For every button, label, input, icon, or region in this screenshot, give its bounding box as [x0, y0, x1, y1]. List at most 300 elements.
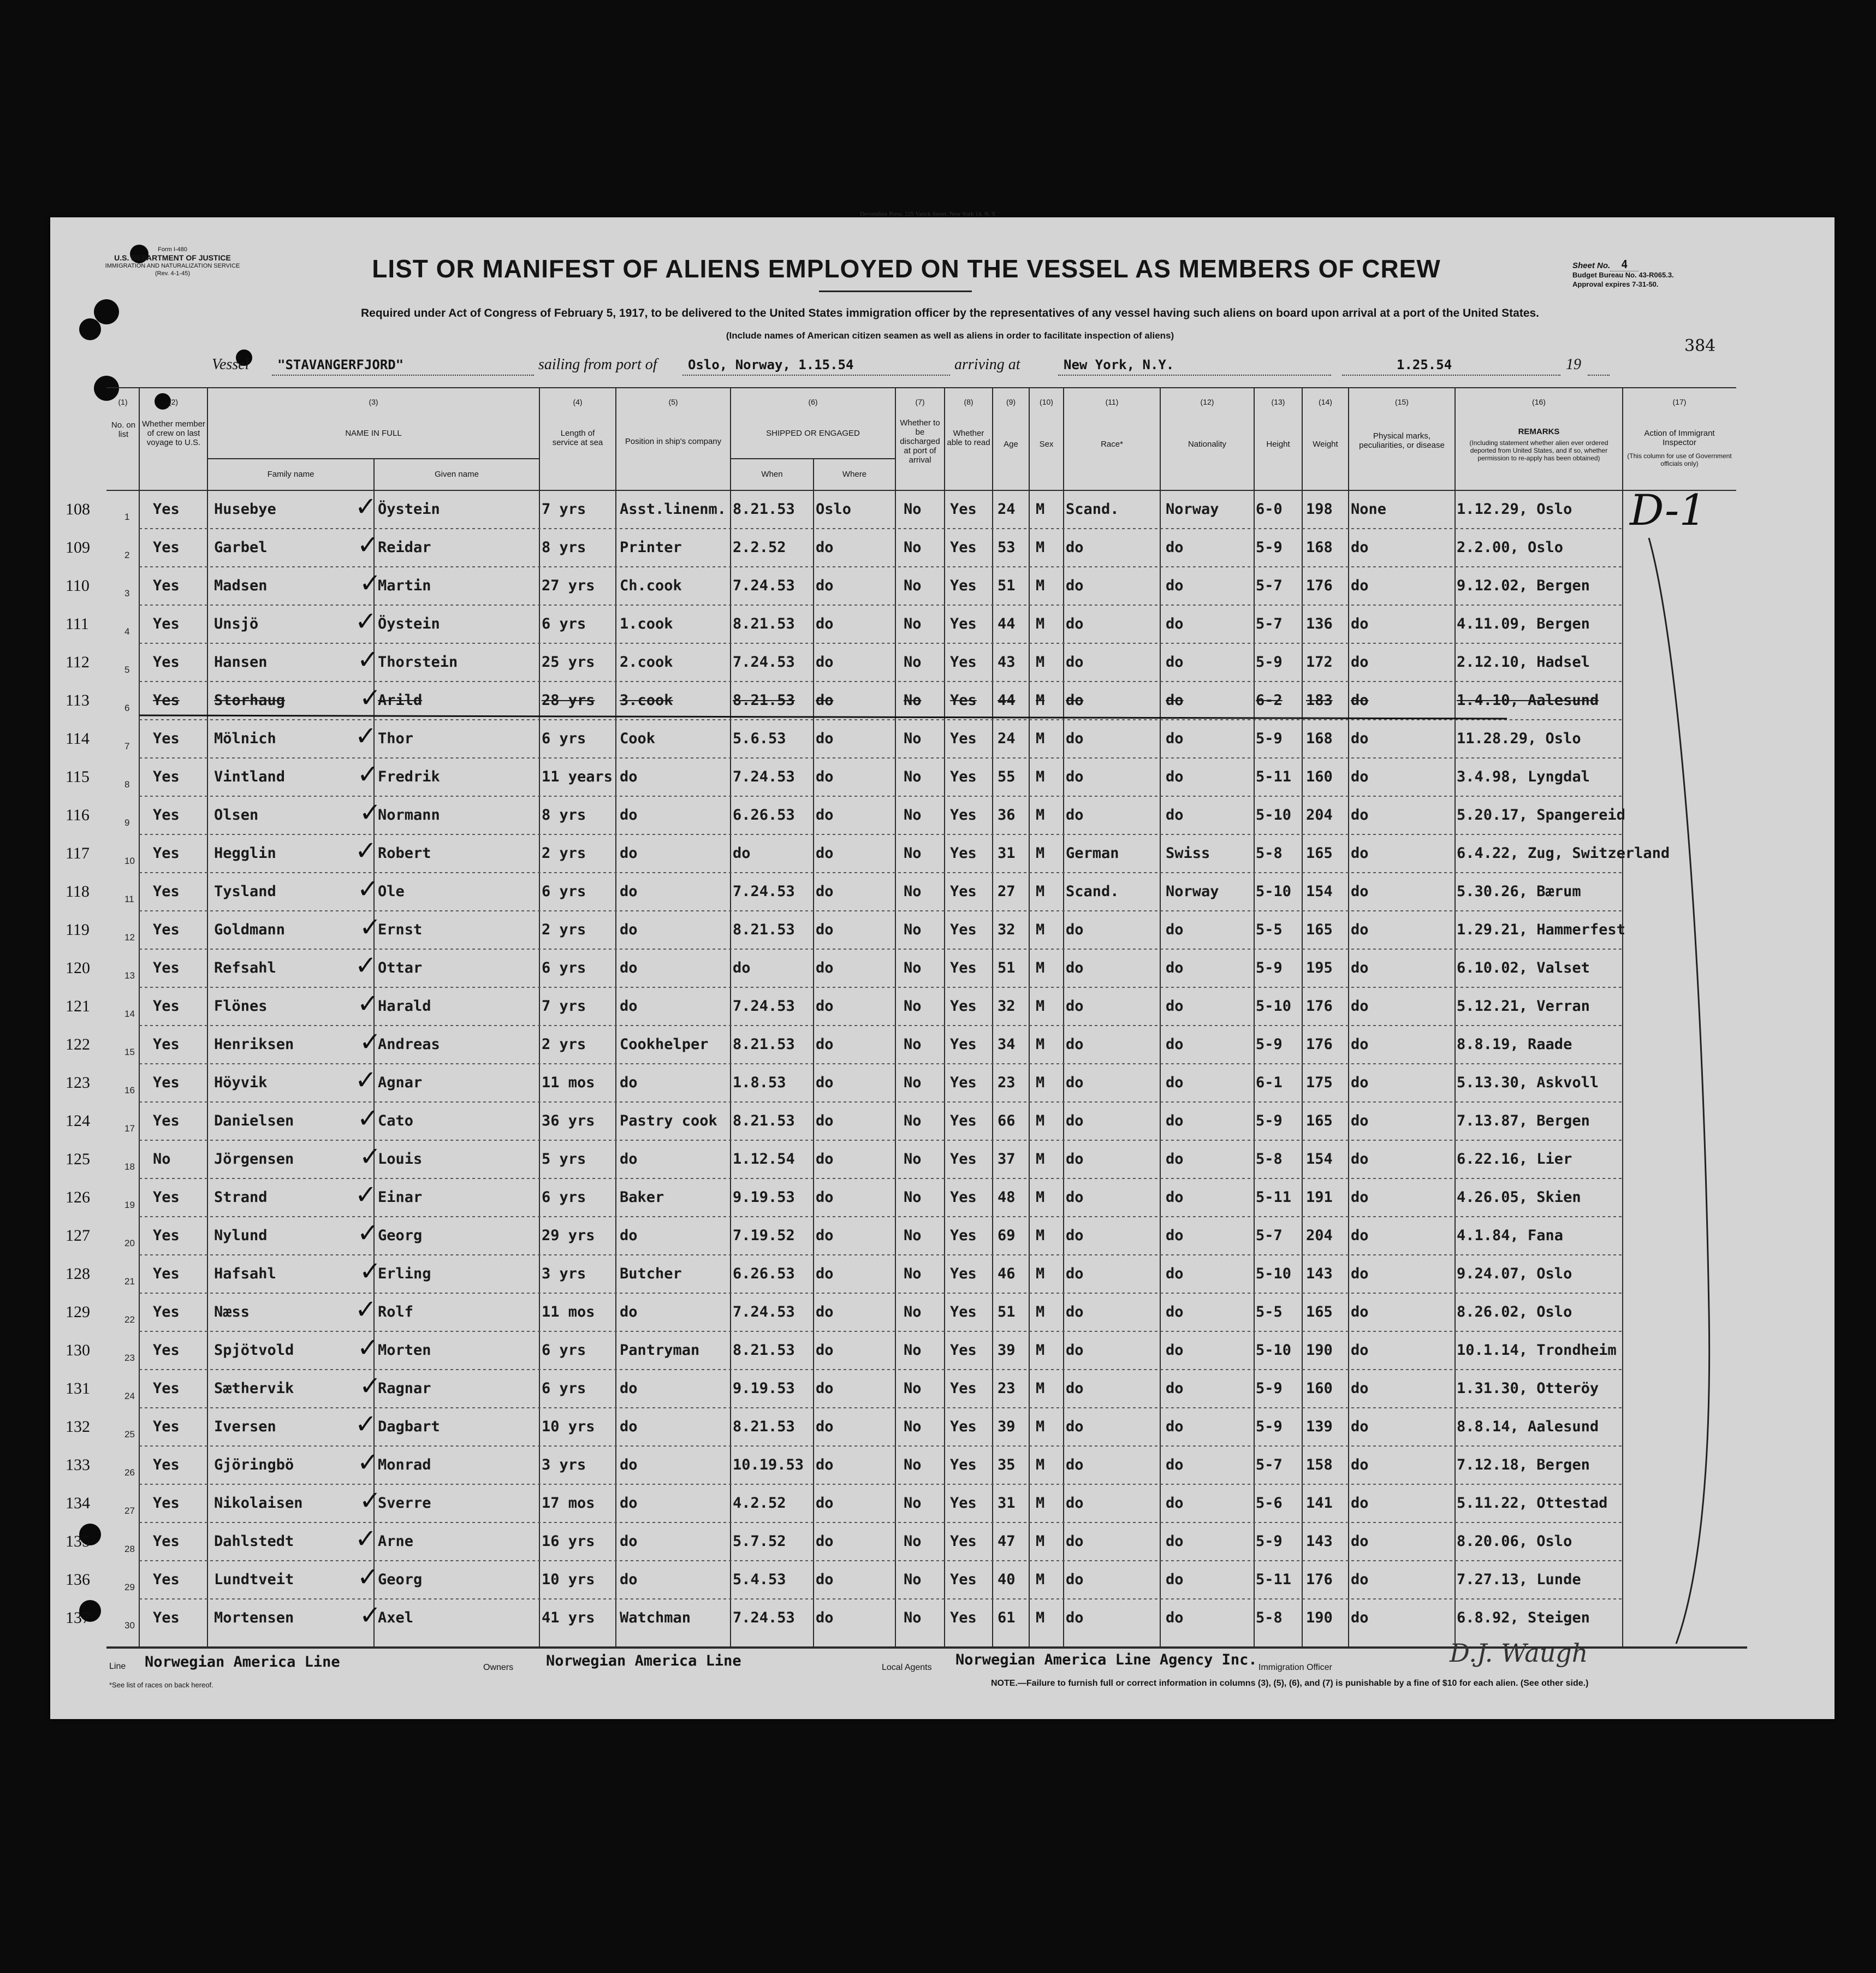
crew-status: Yes — [153, 1265, 180, 1282]
discharge-status: No — [904, 1571, 922, 1588]
race: do — [1066, 654, 1084, 671]
family-name: Danielsen — [214, 1112, 294, 1129]
table-row — [0, 643, 1876, 682]
page-number: 384 — [1684, 336, 1716, 356]
given-name: Morten — [378, 1342, 431, 1359]
given-name: Georg — [378, 1571, 423, 1588]
shipped-when: 9.19.53 — [733, 1189, 795, 1206]
able-to-read: Yes — [950, 501, 977, 518]
discharge-status: No — [904, 1456, 922, 1473]
check-mark-icon: ✓ — [359, 1027, 382, 1057]
able-to-read: Yes — [950, 998, 977, 1015]
check-mark-icon: ✓ — [357, 1218, 379, 1248]
col-13-number: (13) — [1271, 398, 1285, 406]
remarks: 8.26.02, Oslo — [1457, 1304, 1572, 1320]
age: 44 — [998, 615, 1016, 632]
able-to-read: Yes — [950, 845, 977, 862]
race: do — [1066, 807, 1084, 823]
age: 32 — [998, 921, 1016, 938]
family-name: Hansen — [214, 654, 268, 671]
length-of-service: 6 yrs — [542, 615, 586, 632]
position: Pantryman — [620, 1342, 700, 1359]
family-name: Höyvik — [214, 1074, 268, 1091]
discharge-status: No — [904, 1418, 922, 1435]
position: Cookhelper — [620, 1036, 709, 1053]
handwritten-line-number: 120 — [66, 959, 90, 977]
length-of-service: 7 yrs — [542, 998, 586, 1015]
arrival-date: 1.25.54 — [1397, 357, 1452, 372]
able-to-read: Yes — [950, 692, 977, 709]
length-of-service: 6 yrs — [542, 959, 586, 976]
handwritten-line-number: 134 — [66, 1494, 90, 1512]
age: 31 — [998, 845, 1016, 862]
able-to-read: Yes — [950, 1074, 977, 1091]
crew-status: Yes — [153, 539, 180, 556]
list-number: 3 — [124, 588, 130, 599]
sex: M — [1036, 1189, 1045, 1206]
length-of-service: 5 yrs — [542, 1151, 586, 1168]
family-name: Olsen — [214, 807, 259, 823]
col-6-label: SHIPPED OR ENGAGED — [766, 429, 860, 438]
sex: M — [1036, 1456, 1045, 1473]
race: do — [1066, 998, 1084, 1015]
weight: 165 — [1306, 1304, 1333, 1320]
shipped-where: do — [816, 1380, 834, 1397]
able-to-read: Yes — [950, 1227, 977, 1244]
nationality: do — [1166, 1112, 1184, 1129]
handwritten-line-number: 136 — [66, 1571, 90, 1589]
col-17-label: Action of Immigrant Inspector — [1644, 429, 1715, 447]
height: 5-9 — [1256, 654, 1283, 671]
table-row — [0, 949, 1876, 987]
position: do — [620, 921, 638, 938]
list-number: 21 — [124, 1276, 135, 1287]
age: 66 — [998, 1112, 1016, 1129]
table-row — [0, 873, 1876, 911]
height: 5-10 — [1256, 1265, 1292, 1282]
crew-status: Yes — [153, 692, 180, 709]
race: do — [1066, 1456, 1084, 1473]
weight: 176 — [1306, 1036, 1333, 1053]
physical-marks: do — [1351, 692, 1369, 709]
length-of-service: 27 yrs — [542, 577, 595, 594]
family-name: Madsen — [214, 577, 268, 594]
able-to-read: Yes — [950, 1265, 977, 1282]
col-14-number: (14) — [1319, 398, 1332, 406]
shipped-where: do — [816, 1304, 834, 1320]
list-number: 25 — [124, 1429, 135, 1439]
sailing-port: Oslo, Norway, 1.15.54 — [688, 357, 854, 372]
discharge-status: No — [904, 1151, 922, 1168]
handwritten-line-number: 111 — [66, 615, 89, 633]
shipped-where: do — [816, 1227, 834, 1244]
sex: M — [1036, 1571, 1045, 1588]
shipped-when: 1.8.53 — [733, 1074, 786, 1091]
given-name: Dagbart — [378, 1418, 440, 1435]
discharge-status: No — [904, 845, 922, 862]
weight: 191 — [1306, 1189, 1333, 1206]
shipped-when: 8.21.53 — [733, 1418, 795, 1435]
check-mark-icon: ✓ — [355, 836, 377, 866]
handwritten-line-number: 118 — [66, 882, 90, 900]
weight: 165 — [1306, 921, 1333, 938]
remarks: 1.4.10, Aalesund — [1457, 692, 1599, 709]
height: 6-0 — [1256, 501, 1283, 518]
family-name: Iversen — [214, 1418, 276, 1435]
table-row — [0, 1026, 1876, 1064]
form-number: Form I-480 — [158, 246, 187, 253]
position: do — [620, 1074, 638, 1091]
remarks: 6.8.92, Steigen — [1457, 1609, 1590, 1626]
col-11-label: Race* — [1101, 440, 1123, 449]
nationality: do — [1166, 577, 1184, 594]
shipped-where: do — [816, 1342, 834, 1359]
remarks: 8.8.14, Aalesund — [1457, 1418, 1599, 1435]
race: German — [1066, 845, 1119, 862]
family-name: Dahlstedt — [214, 1533, 294, 1550]
given-name: Rolf — [378, 1304, 414, 1320]
shipped-when: 7.24.53 — [733, 654, 795, 671]
race: do — [1066, 1342, 1084, 1359]
table-row — [0, 1178, 1876, 1217]
handwritten-line-number: 137 — [66, 1609, 90, 1627]
sex: M — [1036, 1495, 1045, 1512]
sex: M — [1036, 959, 1045, 976]
handwritten-line-number: 122 — [66, 1035, 90, 1053]
sex: M — [1036, 692, 1045, 709]
discharge-status: No — [904, 1265, 922, 1282]
crew-status: Yes — [153, 577, 180, 594]
handwritten-line-number: 121 — [66, 997, 90, 1015]
sex: M — [1036, 1418, 1045, 1435]
table-row — [0, 567, 1876, 605]
shipped-when: 8.21.53 — [733, 692, 795, 709]
col-1-number: (1) — [118, 398, 128, 406]
table-row — [0, 1293, 1876, 1331]
arrival-port: New York, N.Y. — [1064, 357, 1174, 372]
length-of-service: 28 yrs — [542, 692, 595, 709]
age: 36 — [998, 807, 1016, 823]
remarks: 6.22.16, Lier — [1457, 1151, 1572, 1168]
sex: M — [1036, 845, 1045, 862]
col-16-label: REMARKS — [1518, 427, 1560, 436]
weight: 176 — [1306, 998, 1333, 1015]
list-number: 27 — [124, 1506, 135, 1516]
check-mark-icon: ✓ — [357, 1103, 379, 1134]
height: 5-9 — [1256, 539, 1283, 556]
discharge-status: No — [904, 1533, 922, 1550]
shipped-when: do — [733, 959, 751, 976]
family-name: Flönes — [214, 998, 268, 1015]
family-name: Nikolaisen — [214, 1495, 303, 1512]
physical-marks: do — [1351, 845, 1369, 862]
given-name: Ottar — [378, 959, 423, 976]
physical-marks: do — [1351, 921, 1369, 938]
remarks: 6.10.02, Valset — [1457, 959, 1590, 976]
col-3-number: (3) — [369, 398, 378, 406]
given-name: Thorstein — [378, 654, 458, 671]
given-name: Andreas — [378, 1036, 440, 1053]
age: 51 — [998, 1304, 1016, 1320]
remarks: 6.4.22, Zug, Switzerland — [1457, 845, 1670, 862]
nationality: do — [1166, 1418, 1184, 1435]
able-to-read: Yes — [950, 1609, 977, 1626]
check-mark-icon: ✓ — [359, 1371, 382, 1401]
remarks-note: (Including statement whether alien ever ordered deported from United States, and if so, whether permission to re-apply has been obtained) — [1469, 439, 1608, 462]
given-name: Ragnar — [378, 1380, 431, 1397]
age: 43 — [998, 654, 1016, 671]
col-15-label: Physical marks, peculiarities, or disease — [1359, 431, 1445, 450]
shipped-where: do — [816, 1609, 834, 1626]
shipped-when: 8.21.53 — [733, 1036, 795, 1053]
discharge-status: No — [904, 1227, 922, 1244]
discharge-status: No — [904, 921, 922, 938]
able-to-read: Yes — [950, 730, 977, 747]
handwritten-line-number: 129 — [66, 1303, 90, 1321]
race: do — [1066, 539, 1084, 556]
given-name: Robert — [378, 845, 431, 862]
able-to-read: Yes — [950, 654, 977, 671]
position: do — [620, 845, 638, 862]
age: 48 — [998, 1189, 1016, 1206]
handwritten-line-number: 112 — [66, 653, 90, 671]
height: 5-7 — [1256, 1227, 1283, 1244]
given-name: Sverre — [378, 1495, 431, 1512]
weight: 204 — [1306, 1227, 1333, 1244]
shipped-where: do — [816, 1189, 834, 1206]
given-name: Öystein — [378, 501, 440, 518]
position: do — [620, 1227, 638, 1244]
nationality: do — [1166, 1571, 1184, 1588]
race: Scand. — [1066, 501, 1119, 518]
height: 5-7 — [1256, 577, 1283, 594]
physical-marks: do — [1351, 1418, 1369, 1435]
discharge-status: No — [904, 998, 922, 1015]
check-mark-icon: ✓ — [355, 1065, 377, 1095]
crew-status: Yes — [153, 615, 180, 632]
shipped-when: 5.6.53 — [733, 730, 786, 747]
family-name: Strand — [214, 1189, 268, 1206]
shipped-when: 2.2.52 — [733, 539, 786, 556]
race: do — [1066, 1074, 1084, 1091]
check-mark-icon: ✓ — [359, 1485, 382, 1516]
physical-marks: do — [1351, 1533, 1369, 1550]
family-name-header: Family name — [267, 470, 314, 479]
height: 5-11 — [1256, 768, 1292, 785]
height: 5-8 — [1256, 1609, 1283, 1626]
shipped-where: do — [816, 1074, 834, 1091]
shipped-where: do — [816, 1533, 834, 1550]
col-8-label: Whether able to read — [947, 429, 990, 447]
nationality: do — [1166, 807, 1184, 823]
list-number: 19 — [124, 1200, 135, 1210]
given-name: Fredrik — [378, 768, 440, 785]
family-name: Hafsahl — [214, 1265, 276, 1282]
remarks: 5.13.30, Askvoll — [1457, 1074, 1599, 1091]
crew-status: Yes — [153, 1495, 180, 1512]
printer-imprint: Devonshire Press, 225 Varick Street, New York 14, N. Y. — [859, 211, 997, 217]
col-7-label: Whether to be discharged at port of arrival — [900, 418, 940, 465]
handwritten-line-number: 131 — [66, 1379, 90, 1397]
age: 55 — [998, 768, 1016, 785]
race: do — [1066, 1036, 1084, 1053]
able-to-read: Yes — [950, 1456, 977, 1473]
col-9-label: Age — [1004, 440, 1018, 449]
physical-marks: do — [1351, 1112, 1369, 1129]
table-row — [0, 1255, 1876, 1293]
crew-status: Yes — [153, 1418, 180, 1435]
height: 5-10 — [1256, 998, 1292, 1015]
position: Butcher — [620, 1265, 682, 1282]
remarks: 7.13.87, Bergen — [1457, 1112, 1590, 1129]
length-of-service: 3 yrs — [542, 1265, 586, 1282]
weight: 175 — [1306, 1074, 1333, 1091]
shipped-where: do — [816, 1036, 834, 1053]
crew-status: Yes — [153, 807, 180, 823]
length-of-service: 6 yrs — [542, 1189, 586, 1206]
able-to-read: Yes — [950, 1571, 977, 1588]
age: 27 — [998, 883, 1016, 900]
weight: 136 — [1306, 615, 1333, 632]
family-name: Spjötvold — [214, 1342, 294, 1359]
shipped-where: do — [816, 807, 834, 823]
list-number: 12 — [124, 932, 135, 943]
family-name: Tysland — [214, 883, 276, 900]
family-name: Mortensen — [214, 1609, 294, 1626]
weight: 154 — [1306, 1151, 1333, 1168]
col-5-number: (5) — [668, 398, 678, 406]
age: 39 — [998, 1418, 1016, 1435]
age: 31 — [998, 1495, 1016, 1512]
length-of-service: 11 mos — [542, 1074, 595, 1091]
list-number: 8 — [124, 779, 130, 790]
crew-status: Yes — [153, 1036, 180, 1053]
discharge-status: No — [904, 1380, 922, 1397]
col-1-label: No. on list — [111, 420, 136, 439]
check-mark-icon: ✓ — [359, 683, 382, 713]
able-to-read: Yes — [950, 1304, 977, 1320]
subtitle-note: (Include names of American citizen seamen as well as aliens in order to facilitate inspection of aliens) — [726, 330, 1174, 341]
age: 53 — [998, 539, 1016, 556]
crew-status: Yes — [153, 998, 180, 1015]
list-number: 11 — [124, 894, 134, 904]
agents-value: Norwegian America Line Agency Inc. — [955, 1651, 1257, 1668]
sheet-label: Sheet No. — [1572, 261, 1611, 270]
shipped-where: do — [816, 1418, 834, 1435]
sex: M — [1036, 768, 1045, 785]
sex: M — [1036, 1342, 1045, 1359]
nationality: do — [1166, 1495, 1184, 1512]
race: do — [1066, 1227, 1084, 1244]
race: do — [1066, 1112, 1084, 1129]
able-to-read: Yes — [950, 539, 977, 556]
shipped-when: 8.21.53 — [733, 921, 795, 938]
weight: 198 — [1306, 501, 1333, 518]
height: 5-9 — [1256, 730, 1283, 747]
position: do — [620, 768, 638, 785]
shipped-when: 7.24.53 — [733, 1304, 795, 1320]
length-of-service: 8 yrs — [542, 807, 586, 823]
race: do — [1066, 1571, 1084, 1588]
discharge-status: No — [904, 1112, 922, 1129]
crew-status: Yes — [153, 1074, 180, 1091]
handwritten-line-number: 119 — [66, 921, 90, 939]
age: 35 — [998, 1456, 1016, 1473]
nationality: do — [1166, 1304, 1184, 1320]
race: Scand. — [1066, 883, 1119, 900]
remarks: 9.12.02, Bergen — [1457, 577, 1590, 594]
department: U.S. DEPARTMENT OF JUSTICE — [114, 253, 231, 262]
family-name: Mölnich — [214, 730, 276, 747]
subtitle: Required under Act of Congress of February 5, 1917, to be delivered to the United States immigration officer by the representatives of any vessel having such aliens on board upon arrival at a port of the United States. — [360, 307, 1540, 319]
position: Printer — [620, 539, 682, 556]
given-name: Martin — [378, 577, 431, 594]
shipped-where: do — [816, 845, 834, 862]
discharge-status: No — [904, 730, 922, 747]
table-row — [0, 1370, 1876, 1408]
position: do — [620, 807, 638, 823]
table-row — [0, 1408, 1876, 1446]
remarks: 2.2.00, Oslo — [1457, 539, 1564, 556]
age: 24 — [998, 730, 1016, 747]
col-17-number: (17) — [1672, 398, 1687, 406]
shipped-when: 7.24.53 — [733, 577, 795, 594]
length-of-service: 2 yrs — [542, 845, 586, 862]
list-number: 29 — [124, 1582, 135, 1592]
shipped-when: 6.26.53 — [733, 1265, 795, 1282]
handwritten-line-number: 124 — [66, 1112, 90, 1130]
discharge-status: No — [904, 1495, 922, 1512]
nationality: do — [1166, 959, 1184, 976]
handwritten-line-number: 123 — [66, 1074, 90, 1092]
list-number: 20 — [124, 1238, 135, 1248]
nationality: do — [1166, 1265, 1184, 1282]
weight: 176 — [1306, 577, 1333, 594]
list-number: 9 — [124, 817, 130, 828]
shipped-where: do — [816, 539, 834, 556]
height: 5-8 — [1256, 1151, 1283, 1168]
length-of-service: 6 yrs — [542, 730, 586, 747]
nationality: do — [1166, 1227, 1184, 1244]
weight: 204 — [1306, 807, 1333, 823]
check-mark-icon: ✓ — [359, 568, 382, 599]
sex: M — [1036, 1151, 1045, 1168]
age: 47 — [998, 1533, 1016, 1550]
weight: 190 — [1306, 1609, 1333, 1626]
position: Asst.linenm. — [620, 501, 727, 518]
list-number: 30 — [124, 1620, 135, 1631]
height: 5-9 — [1256, 1418, 1283, 1435]
col-6-number: (6) — [808, 398, 818, 406]
position: do — [620, 959, 638, 976]
weight: 176 — [1306, 1571, 1333, 1588]
when-header: When — [761, 470, 783, 479]
weight: 195 — [1306, 959, 1333, 976]
position: do — [620, 1533, 638, 1550]
nationality: do — [1166, 730, 1184, 747]
weight: 143 — [1306, 1265, 1333, 1282]
handwritten-line-number: 126 — [66, 1188, 90, 1206]
remarks: 2.12.10, Hadsel — [1457, 654, 1590, 671]
physical-marks: do — [1351, 1304, 1369, 1320]
list-number: 1 — [124, 512, 130, 522]
col-11-number: (11) — [1105, 398, 1119, 406]
given-name: Normann — [378, 807, 440, 823]
nationality: do — [1166, 921, 1184, 938]
shipped-when: 4.2.52 — [733, 1495, 786, 1512]
race: do — [1066, 1418, 1084, 1435]
handwritten-line-number: 115 — [66, 768, 90, 786]
